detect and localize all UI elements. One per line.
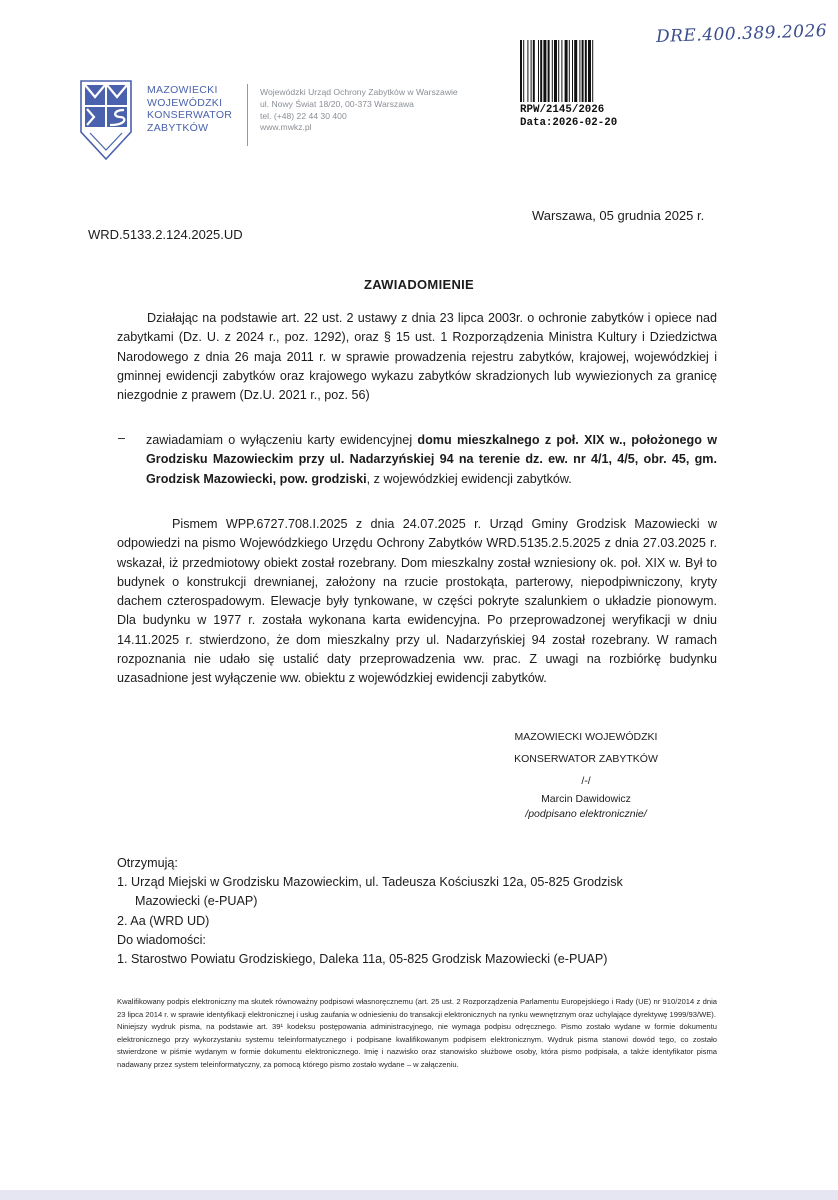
document-title: ZAWIADOMIENIE: [363, 277, 475, 292]
registration-date: Data:2026-02-20: [520, 117, 618, 129]
legal-footnote-signature: Kwalifikowany podpis elektroniczny ma skutek równoważny podpisowi własnoręcznemu (art. 25 ust. 2 Rozporządzenia Parlamentu Europejskiego i Rady (UE) nr 910/2014 z dnia 23 lipca 2014 r. w sprawie identyfikacji elektronicznej i usług zaufania w odniesieniu do transakcji elektronicznych na rynku wewnętrznym oraz uchylające dyrektywę 1999/93/WE).: [117, 997, 717, 1019]
place-and-date: Warszawa, 05 grudnia 2025 r.: [532, 208, 705, 223]
notice-subject: domu mieszkalnego z poł. XIX w., położonego w Grodzisku Mazowieckim przy ul. Nadarzyńskiej 94 na terenie dz. ew. nr 4/1, 4/5, obr. 45, gm. Grodzisk Mazowiecki, pow. grodziski: [146, 433, 717, 486]
info-recipient-item: 1. Starostwo Powiatu Grodziskiego, Daleka 11a, 05-825 Grodzisk Mazowiecki (e-PUAP): [117, 952, 608, 967]
notice-tail: , z wojewódzkiej ewidencji zabytków.: [366, 471, 572, 486]
barcode-icon: [519, 40, 615, 102]
legal-footnote-printout: Niniejszy wydruk pisma, na podstawie art. 39¹ kodeksu postępowania administracyjnego, nie wymaga podpisu odręcznego. Pismo zostało wydane w formie dokumentu elektronicznego przy wykorzystaniu systemu teleinformatycznego i podpisane kwalifikowanym podpisem elektronicznym. Wydruk pisma stanowi dowód tego, co zostało stwierdzone w piśmie wydanym w formie dokumentu elektronicznego. Imię i nazwisko oraz stanowisko służbowe osoby, która pismo podpisała, a także identyfikator pisma nadawany przez system teleinformatyczny, za pomocą którego pismo zostało wydane – w załączeniu.: [117, 1022, 717, 1069]
organization-name: [147, 84, 232, 134]
electronic-signature-note: /podpisano elektronicznie/: [525, 808, 647, 820]
legal-basis-paragraph: [117, 309, 717, 405]
recipient-item: 1. Urząd Miejski w Grodzisku Mazowieckim, ul. Tadeusza Kościuszki 12a, 05-825 Grodzisk: [117, 875, 623, 890]
signature-block: [496, 726, 676, 822]
organization-contact: [260, 87, 458, 134]
header-divider: [247, 84, 248, 146]
recipient-item-continuation: Mazowiecki (e-PUAP): [135, 894, 258, 909]
contact-office: Wojewódzki Urząd Ochrony Zabytków w Warszawie: [260, 87, 458, 97]
org-name-line: MAZOWIECKI: [147, 84, 218, 96]
notice-lead: zawiadamiam o wyłączeniu karty ewidencyjnej: [146, 433, 418, 447]
notice-bullet: –: [118, 431, 126, 445]
contact-phone: tel. (+48) 22 44 30 400: [260, 110, 347, 121]
org-name-line: ZABYTKÓW: [147, 121, 209, 134]
recipient-item: 2. Aa (WRD UD): [117, 913, 210, 928]
registration-stamp: [520, 104, 617, 130]
info-recipients-heading: Do wiadomości:: [117, 932, 206, 947]
case-reference: WRD.5133.2.124.2025.UD: [88, 227, 243, 242]
notice-paragraph: [146, 431, 717, 489]
signature-title-line-2: KONSERWATOR ZABYTKÓW: [514, 753, 658, 765]
signature-mark: /-/: [581, 775, 591, 787]
registration-number: RPW/2145/2026: [520, 104, 605, 116]
contact-address: ul. Nowy Świat 18/20, 00-373 Warszawa: [260, 98, 414, 109]
handwritten-registry-note: DRE.400.389.2026: [655, 21, 828, 47]
legal-footnote: [117, 996, 717, 1072]
scan-edge: [0, 1190, 838, 1200]
org-name-line: WOJEWÓDZKI: [147, 96, 223, 109]
explanation-paragraph: Pismem WPP.6727.708.I.2025 z dnia 24.07.2025 r. Urząd Gminy Grodzisk Mazowiecki w odpowiedzi na pismo Wojewódzkiego Urzędu Ochrony Zabytków WRD.5135.2.5.2025 z dnia 27.03.2025 r. wskazał, iż przedmiotowy obiekt został rozebrany. Dom mieszkalny został wzniesiony ok. poł. XIX w. Był to budynek o konstrukcji drewnianej, założony na rzucie prostokąta, parterowy, niepodpiwniczony, kryty dachem czterospadowym. Elewacje były tynkowane, w części pokryte szalunkiem o układzie pionowym. Dla budynku w 1977 r. została wykonana karta ewidencyjna. Po przeprowadzonej weryfikacji w dniu 14.11.2025 r. stwierdzono, że dom mieszkalny przy ul. Nadarzyńskiej 94 został rozebrany. W ramach rozpoznania nie udało się ustalić daty przeprowadzenia ww. prac. Z uwagi na rozbiórkę budynku uzasadnione jest wyłączenie ww. obiektu z wojewódzkiej ewidencji zabytków.: [117, 517, 717, 686]
signatory-name: Marcin Dawidowicz: [541, 793, 631, 805]
recipients-heading: Otrzymują:: [117, 856, 178, 870]
recipients-list: [117, 854, 717, 969]
org-name-line: KONSERWATOR: [147, 109, 233, 121]
mwkz-logo-icon: [80, 80, 132, 160]
contact-website: www.mwkz.pl: [260, 122, 312, 133]
legal-basis-text: Działając na podstawie art. 22 ust. 2 ustawy z dnia 23 lipca 2003r. o ochronie zabytków i opiece nad zabytkami (Dz. U. z 2024 r., poz. 1292), oraz § 15 ust. 1 Rozporządzenia Ministra Kultury i Dziedzictwa Narodowego z dnia 26 maja 2011 r. w sprawie prowadzenia rejestru zabytków, krajowej, wojewódzkiej i gminnej ewidencji zabytków oraz krajowego wykazu zabytków skradzionych lub wywiezionych za granicę niezgodnie z prawem (Dz.U. 2021 r., poz. 56): [117, 311, 717, 403]
signature-title-line-1: MAZOWIECKI WOJEWÓDZKI: [514, 731, 658, 743]
